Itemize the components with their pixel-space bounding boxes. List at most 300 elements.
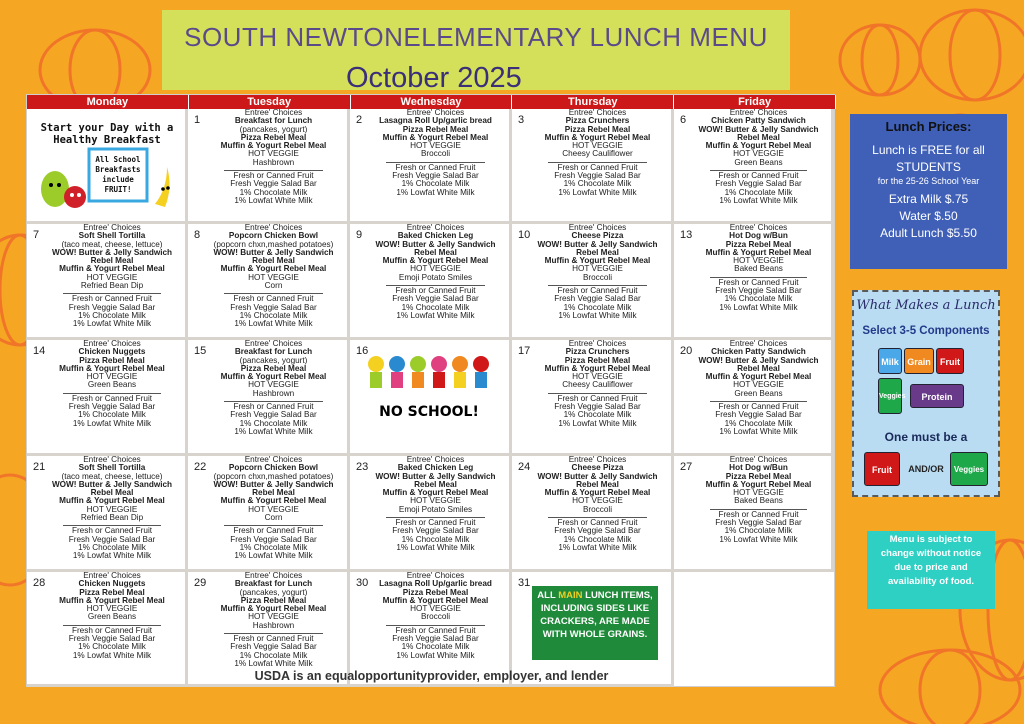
side-item: 1% Lowfat White Milk — [396, 542, 475, 552]
side-item: Fresh Veggie Salad Bar — [392, 171, 479, 181]
menu-line: Rebel Meal — [576, 247, 619, 257]
side-item: 1% Chocolate Milk — [563, 302, 632, 312]
apple-character-icon — [64, 186, 86, 208]
menu-line: Baked Chicken Leg — [397, 463, 474, 473]
menu-line: Corn — [264, 281, 283, 291]
side-item: 1% Chocolate Milk — [401, 534, 470, 544]
menu-line: Entree' Choices — [568, 340, 627, 348]
menu-line: HOT VEGGIE — [572, 264, 623, 274]
side-item: Fresh Veggie Salad Bar — [392, 634, 479, 644]
menu-line: (pancakes, yogurt) — [239, 587, 308, 597]
menu-line: Rebel Meal — [737, 132, 780, 142]
menu-line: HOT VEGGIE — [410, 141, 461, 151]
menu-line: Pizza Rebel Meal — [240, 132, 307, 142]
menu-line: Entree' Choices — [244, 224, 303, 232]
day-menu — [41, 456, 183, 561]
weekday-tuesday: Tuesday — [189, 95, 351, 109]
component-protein: Protein — [910, 384, 964, 408]
weekday-friday: Friday — [674, 95, 836, 109]
side-item: Fresh Veggie Salad Bar — [68, 402, 156, 412]
weekday-thursday: Thursday — [512, 95, 674, 109]
side-item: 1% Lowfat White Milk — [72, 319, 152, 329]
day-number: 27 — [680, 461, 693, 473]
menu-line: Muffin & Yogurt Rebel Meal — [220, 372, 327, 382]
menu-line: HOT VEGGIE — [248, 612, 299, 622]
prices-free-line-1: Lunch is FREE for all — [872, 143, 985, 157]
breakfast-sign-4: FRUIT! — [104, 185, 132, 194]
menu-line: Pizza Rebel Meal — [240, 595, 307, 605]
menu-line: Muffin & Yogurt Rebel Meal — [544, 488, 651, 498]
side-item: Fresh or Canned Fruit — [557, 286, 638, 296]
side-item: 1% Lowfat White Milk — [719, 534, 798, 544]
day-menu — [526, 456, 669, 552]
menu-line: (pancakes, yogurt) — [239, 355, 308, 365]
menu-line: HOT VEGGIE — [248, 380, 299, 390]
menu-line: Entree' Choices — [729, 456, 788, 464]
menu-line: WOW! Butter & Jelly Sandwich — [375, 471, 496, 481]
day-menu — [364, 456, 507, 552]
menu-line: Pizza Rebel Meal — [564, 124, 631, 134]
menu-line: HOT VEGGIE — [733, 488, 784, 498]
day-cell-16 — [350, 340, 512, 456]
day-cell-2 — [350, 109, 512, 224]
menu-line: Entree' Choices — [406, 109, 465, 117]
pear-character-icon — [41, 171, 69, 207]
breakfast-sign-2: Breakfasts — [95, 165, 141, 174]
menu-line: HOT VEGGIE — [86, 604, 138, 614]
page-title: SOUTH NEWTONELEMENTARY LUNCH MENU — [184, 22, 768, 52]
day-cell-7 — [27, 224, 188, 340]
side-item: 1% Chocolate Milk — [563, 534, 632, 544]
menu-line: Muffin & Yogurt Rebel Meal — [544, 256, 651, 266]
menu-line: Entree' Choices — [568, 456, 627, 464]
side-item: 1% Lowfat White Milk — [396, 187, 475, 197]
side-item: Fresh or Canned Fruit — [395, 162, 476, 172]
side-item: 1% Lowfat White Milk — [234, 551, 313, 561]
menu-line: Entree' Choices — [244, 340, 303, 348]
side-item: 1% Lowfat White Milk — [558, 187, 637, 197]
side-item: 1% Chocolate Milk — [239, 310, 308, 320]
day-number: 9 — [356, 229, 363, 241]
component-milk: Milk — [878, 348, 902, 374]
menu-line: Rebel Meal — [576, 479, 619, 489]
menu-line: Rebel Meal — [414, 247, 457, 257]
side-item: 1% Lowfat White Milk — [558, 310, 637, 320]
day-cell-21 — [27, 456, 188, 572]
lunch-prices-box — [850, 114, 1007, 269]
side-item: Fresh or Canned Fruit — [233, 171, 314, 181]
menu-line: Popcorn Chicken Bowl — [228, 463, 319, 473]
side-item: 1% Lowfat White Milk — [719, 302, 798, 312]
side-item: Fresh Veggie Salad Bar — [554, 294, 641, 304]
day-cell-6 — [674, 109, 834, 224]
menu-line: Broccoli — [582, 504, 613, 514]
side-item: Fresh or Canned Fruit — [71, 625, 153, 635]
day-menu — [688, 109, 829, 205]
day-number: 22 — [194, 461, 207, 473]
side-item: Fresh or Canned Fruit — [395, 625, 476, 635]
weekday-monday: Monday — [27, 95, 189, 109]
menu-line: Muffin & Yogurt Rebel Meal — [59, 595, 165, 605]
side-item: Fresh Veggie Salad Bar — [392, 526, 479, 536]
day-cell-23 — [350, 456, 512, 572]
notice-line-4: availability of food. — [887, 576, 975, 587]
menu-line: HOT VEGGIE — [86, 272, 138, 282]
menu-line: Chicken Nuggets — [78, 347, 146, 357]
menu-line: HOT VEGGIE — [248, 272, 299, 282]
menu-line: Pizza Rebel Meal — [402, 124, 469, 134]
menu-line: Chicken Patty Sandwich — [711, 347, 806, 357]
menu-line: Refried Bean Dip — [80, 281, 144, 291]
what-makes-subtitle: Select 3-5 Components — [862, 325, 990, 337]
lunch-calendar — [26, 94, 835, 687]
menu-line: Muffin & Yogurt Rebel Meal — [382, 595, 489, 605]
menu-line: Entree' Choices — [406, 572, 465, 580]
menu-line: Pizza Rebel Meal — [79, 355, 145, 365]
menu-line: Rebel Meal — [737, 363, 780, 373]
day-number: 7 — [33, 229, 40, 241]
day-number: 23 — [356, 461, 369, 473]
side-item: Fresh Veggie Salad Bar — [68, 302, 156, 312]
day-menu — [688, 456, 829, 544]
main-word: MAIN — [558, 590, 583, 601]
side-item: Fresh or Canned Fruit — [718, 277, 799, 287]
day-menu — [41, 340, 183, 428]
menu-line: Entree' Choices — [406, 224, 465, 232]
menu-line: HOT VEGGIE — [410, 264, 461, 274]
menu-line: Entree' Choices — [568, 224, 627, 232]
menu-line: Muffin & Yogurt Rebel Meal — [382, 488, 489, 498]
day-number: 31 — [518, 577, 531, 589]
menu-line: Green Beans — [87, 380, 137, 390]
menu-line: Cheese Pizza — [571, 463, 624, 473]
side-item: Fresh Veggie Salad Bar — [68, 634, 156, 644]
day-menu — [41, 572, 183, 660]
menu-line: Muffin & Yogurt Rebel Meal — [59, 264, 165, 274]
day-number: 1 — [194, 114, 201, 126]
side-item: 1% Lowfat White Milk — [396, 310, 475, 320]
menu-line: WOW! Butter & Jelly Sandwich — [537, 471, 658, 481]
breakfast-sign-1: All School — [95, 155, 141, 164]
day-number: 29 — [194, 577, 207, 589]
day-menu — [364, 572, 507, 660]
grain-line-3: CRACKERS, ARE MADE — [540, 616, 650, 627]
day-menu — [364, 109, 507, 197]
menu-line: HOT VEGGIE — [410, 496, 461, 506]
menu-line: HOT VEGGIE — [248, 149, 299, 159]
price-extra-milk: Extra Milk $.75 — [888, 192, 969, 206]
price-adult-lunch: Adult Lunch $5.50 — [880, 226, 977, 240]
menu-line: (popcorn chxn,mashed potatoes) — [213, 239, 334, 249]
day-cell-24 — [512, 456, 674, 572]
menu-line: Hashbrown — [252, 157, 295, 167]
day-cell-15 — [188, 340, 350, 456]
menu-line: HOT VEGGIE — [572, 496, 623, 506]
menu-line: Rebel Meal — [90, 256, 134, 266]
menu-line: HOT VEGGIE — [410, 604, 461, 614]
menu-line: Entree' Choices — [406, 456, 465, 464]
menu-line: WOW! Butter & Jelly Sandwich — [375, 239, 496, 249]
side-item: Fresh or Canned Fruit — [395, 286, 476, 296]
day-number: 2 — [356, 114, 363, 126]
menu-line: Chicken Patty Sandwich — [711, 116, 806, 126]
menu-line: HOT VEGGIE — [572, 372, 623, 382]
menu-line: Pizza Rebel Meal — [240, 363, 307, 373]
menu-line: Muffin & Yogurt Rebel Meal — [220, 264, 327, 274]
side-item: Fresh Veggie Salad Bar — [715, 410, 802, 420]
menu-line: Baked Beans — [734, 496, 783, 506]
side-item: 1% Lowfat White Milk — [72, 650, 152, 660]
grain-line-2: INCLUDING SIDES LIKE — [540, 603, 650, 614]
day-menu — [688, 340, 829, 436]
menu-line: HOT VEGGIE — [248, 504, 299, 514]
side-item: Fresh or Canned Fruit — [233, 294, 314, 304]
side-item: Fresh Veggie Salad Bar — [715, 179, 802, 189]
menu-line: Hot Dog w/Bun — [729, 463, 788, 473]
side-item: 1% Chocolate Milk — [401, 179, 470, 189]
menu-line: HOT VEGGIE — [86, 504, 138, 514]
day-number: 16 — [356, 345, 369, 357]
component-veggies-required: Veggies — [950, 452, 988, 486]
menu-line: HOT VEGGIE — [572, 141, 623, 151]
prices-free-line-2: STUDENTS — [896, 160, 961, 174]
menu-line: Rebel Meal — [252, 488, 295, 498]
menu-line: Muffin & Yogurt Rebel Meal — [220, 141, 327, 151]
side-item: Fresh Veggie Salad Bar — [554, 171, 641, 181]
menu-notice-box — [867, 531, 995, 609]
day-number: 6 — [680, 114, 687, 126]
side-item: Fresh or Canned Fruit — [395, 518, 476, 528]
menu-line: Muffin & Yogurt Rebel Meal — [544, 363, 651, 373]
side-item: Fresh or Canned Fruit — [233, 634, 314, 644]
menu-line: Popcorn Chicken Bowl — [228, 231, 319, 241]
side-item: 1% Lowfat White Milk — [72, 551, 152, 561]
side-item: Fresh or Canned Fruit — [718, 509, 799, 519]
menu-line: Muffin & Yogurt Rebel Meal — [220, 604, 327, 614]
menu-line: (pancakes, yogurt) — [239, 124, 308, 134]
menu-line: Pizza Crunchers — [565, 116, 630, 126]
side-item: 1% Lowfat White Milk — [234, 319, 313, 329]
whole-grain-note — [532, 586, 658, 660]
side-item: 1% Chocolate Milk — [563, 410, 632, 420]
menu-line: Pizza Rebel Meal — [79, 587, 145, 597]
menu-line: Muffin & Yogurt Rebel Meal — [382, 256, 489, 266]
menu-line: (popcorn chxn,mashed potatoes) — [213, 471, 334, 481]
day-cell-22 — [188, 456, 350, 572]
menu-line: Emoji Potato Smiles — [398, 272, 473, 282]
menu-line: Soft Shell Tortilla — [78, 231, 146, 241]
menu-line: Breakfast for Lunch — [234, 579, 313, 589]
side-item: Fresh Veggie Salad Bar — [68, 534, 156, 544]
side-item: 1% Chocolate Milk — [78, 310, 146, 320]
menu-line: Cheesy Cauliflower — [562, 380, 633, 390]
menu-line: Entree' Choices — [729, 109, 788, 117]
usda-statement: USDA is an equalopportunityprovider, employer, and lender — [254, 669, 609, 683]
menu-line: Pizza Rebel Meal — [725, 239, 792, 249]
menu-line: Entree' Choices — [83, 572, 141, 580]
menu-line: Entree' Choices — [729, 340, 788, 348]
side-item: 1% Lowfat White Milk — [558, 542, 637, 552]
component-grain: Grain — [904, 348, 934, 374]
side-item: 1% Chocolate Milk — [78, 542, 146, 552]
menu-line: WOW! Butter & Jelly Sandwich — [213, 479, 334, 489]
day-number: 10 — [518, 229, 531, 241]
menu-line: WOW! Butter & Jelly Sandwich — [213, 247, 334, 257]
day-number: 17 — [518, 345, 531, 357]
side-item: Fresh Veggie Salad Bar — [554, 402, 641, 412]
day-cell-10 — [512, 224, 674, 340]
side-item: Fresh Veggie Salad Bar — [230, 179, 317, 189]
side-item: 1% Chocolate Milk — [239, 542, 308, 552]
breakfast-promo-cell — [27, 109, 188, 224]
day-number: 20 — [680, 345, 693, 357]
day-cell-17 — [512, 340, 674, 456]
day-number: 30 — [356, 577, 369, 589]
day-cell-14 — [27, 340, 188, 456]
side-item: Fresh Veggie Salad Bar — [230, 410, 317, 420]
and-or-text: AND/OR — [908, 464, 944, 474]
notice-line-2: change without notice — [880, 548, 982, 559]
side-item: 1% Chocolate Milk — [401, 302, 470, 312]
notice-line-3: due to price and — [894, 562, 968, 573]
side-item: Fresh or Canned Fruit — [557, 162, 638, 172]
side-item: Fresh Veggie Salad Bar — [554, 526, 641, 536]
menu-line: Muffin & Yogurt Rebel Meal — [705, 141, 812, 151]
menu-line: Pizza Crunchers — [565, 347, 630, 357]
day-menu — [526, 224, 669, 320]
side-item: Fresh or Canned Fruit — [557, 518, 638, 528]
menu-line: Broccoli — [582, 272, 613, 282]
component-fruit: Fruit — [936, 348, 964, 374]
breakfast-promo-graphic — [27, 109, 188, 224]
side-item: 1% Chocolate Milk — [401, 642, 470, 652]
component-veggies: Veggies — [878, 378, 902, 414]
menu-line: Muffin & Yogurt Rebel Meal — [705, 479, 812, 489]
day-menu — [202, 456, 345, 561]
menu-line: Broccoli — [420, 149, 451, 159]
side-item: Fresh or Canned Fruit — [233, 526, 314, 536]
day-menu — [364, 224, 507, 320]
side-item: 1% Lowfat White Milk — [558, 418, 637, 428]
menu-line: Muffin & Yogurt Rebel Meal — [382, 132, 489, 142]
side-item: Fresh or Canned Fruit — [718, 171, 799, 181]
menu-line: Entree' Choices — [83, 340, 141, 348]
menu-line: Pizza Rebel Meal — [725, 471, 792, 481]
title-banner — [162, 10, 790, 94]
menu-line: Muffin & Yogurt Rebel Meal — [220, 496, 327, 506]
grain-line-1: ALL MAIN LUNCH ITEMS, — [537, 590, 653, 601]
one-must-be-text: One must be a — [884, 430, 968, 444]
side-item: 1% Lowfat White Milk — [396, 650, 475, 660]
component-fruit-required: Fruit — [864, 452, 900, 486]
what-makes-a-lunch-box — [852, 290, 1000, 497]
month-title: October 2025 — [346, 62, 522, 94]
menu-line: Muffin & Yogurt Rebel Meal — [59, 363, 165, 373]
menu-line: Cheese Pizza — [571, 231, 624, 241]
menu-line: Entree' Choices — [244, 456, 303, 464]
day-cell-9 — [350, 224, 512, 340]
side-item: 1% Chocolate Milk — [724, 187, 793, 197]
day-menu — [202, 224, 345, 329]
menu-line: Refried Bean Dip — [80, 513, 144, 523]
menu-line: Entree' Choices — [83, 224, 141, 232]
menu-line: Rebel Meal — [252, 256, 295, 266]
menu-line: Entree' Choices — [244, 109, 303, 117]
price-water: Water $.50 — [899, 209, 958, 223]
menu-line: HOT VEGGIE — [733, 149, 784, 159]
side-item: 1% Chocolate Milk — [78, 410, 146, 420]
menu-line: Entree' Choices — [729, 224, 788, 232]
breakfast-headline-2: Healthy Breakfast — [53, 134, 161, 146]
day-cell-13 — [674, 224, 834, 340]
day-number: 14 — [33, 345, 46, 357]
day-number: 24 — [518, 461, 531, 473]
menu-line: Rebel Meal — [90, 488, 134, 498]
day-number: 15 — [194, 345, 207, 357]
side-item: Fresh Veggie Salad Bar — [392, 294, 479, 304]
day-cell-8 — [188, 224, 350, 340]
weekday-header — [27, 95, 836, 109]
menu-line: (taco meat, cheese, lettuce) — [61, 239, 163, 249]
menu-line: Muffin & Yogurt Rebel Meal — [705, 247, 812, 257]
kids-fruit-icon — [364, 350, 494, 394]
side-item: 1% Lowfat White Milk — [234, 426, 313, 436]
side-item: Fresh Veggie Salad Bar — [230, 642, 317, 652]
side-item: Fresh or Canned Fruit — [71, 526, 153, 536]
day-menu — [202, 109, 345, 205]
side-item: 1% Lowfat White Milk — [719, 426, 798, 436]
menu-line: HOT VEGGIE — [86, 372, 138, 382]
day-number: 28 — [33, 577, 46, 589]
prices-heading: Lunch Prices: — [885, 119, 972, 134]
menu-line: Green Beans — [87, 612, 137, 622]
menu-line: Lasagna Roll Up/garlic bread — [379, 579, 492, 589]
day-menu — [688, 224, 829, 312]
day-number: 13 — [680, 229, 693, 241]
side-item: 1% Chocolate Milk — [239, 187, 308, 197]
calendar-grid — [27, 109, 836, 668]
menu-line: Breakfast for Lunch — [234, 116, 313, 126]
menu-line: Muffin & Yogurt Rebel Meal — [59, 496, 165, 506]
menu-line: Muffin & Yogurt Rebel Meal — [544, 132, 651, 142]
day-menu — [202, 572, 345, 668]
side-item: 1% Chocolate Milk — [239, 418, 308, 428]
menu-line: WOW! Butter & Jelly Sandwich — [537, 239, 658, 249]
grain-line-4: WITH WHOLE GRAINS. — [542, 629, 648, 640]
menu-line: WOW! Butter & Jelly Sandwich — [51, 247, 173, 257]
side-item: Fresh or Canned Fruit — [718, 402, 799, 412]
side-item: 1% Chocolate Milk — [724, 418, 793, 428]
menu-line: Lasagna Roll Up/garlic bread — [379, 116, 492, 126]
day-number: 8 — [194, 229, 201, 241]
menu-line: Baked Chicken Leg — [397, 231, 474, 241]
what-makes-title: What Makes a Lunch — [856, 298, 996, 313]
menu-line: Broccoli — [420, 612, 451, 622]
side-item: 1% Chocolate Milk — [78, 642, 146, 652]
day-number: 3 — [518, 114, 525, 126]
notice-line-1: Menu is subject to — [889, 534, 973, 545]
menu-line: Pizza Rebel Meal — [402, 587, 469, 597]
menu-line: Breakfast for Lunch — [234, 347, 313, 357]
menu-line: WOW! Butter & Jelly Sandwich — [698, 355, 819, 365]
day-menu — [526, 340, 669, 428]
menu-line: Green Beans — [734, 157, 783, 167]
side-item: Fresh or Canned Fruit — [557, 393, 638, 403]
menu-line: WOW! Butter & Jelly Sandwich — [698, 124, 819, 134]
day-cell-1 — [188, 109, 350, 224]
side-item: Fresh or Canned Fruit — [71, 393, 153, 403]
side-item: Fresh Veggie Salad Bar — [230, 302, 317, 312]
